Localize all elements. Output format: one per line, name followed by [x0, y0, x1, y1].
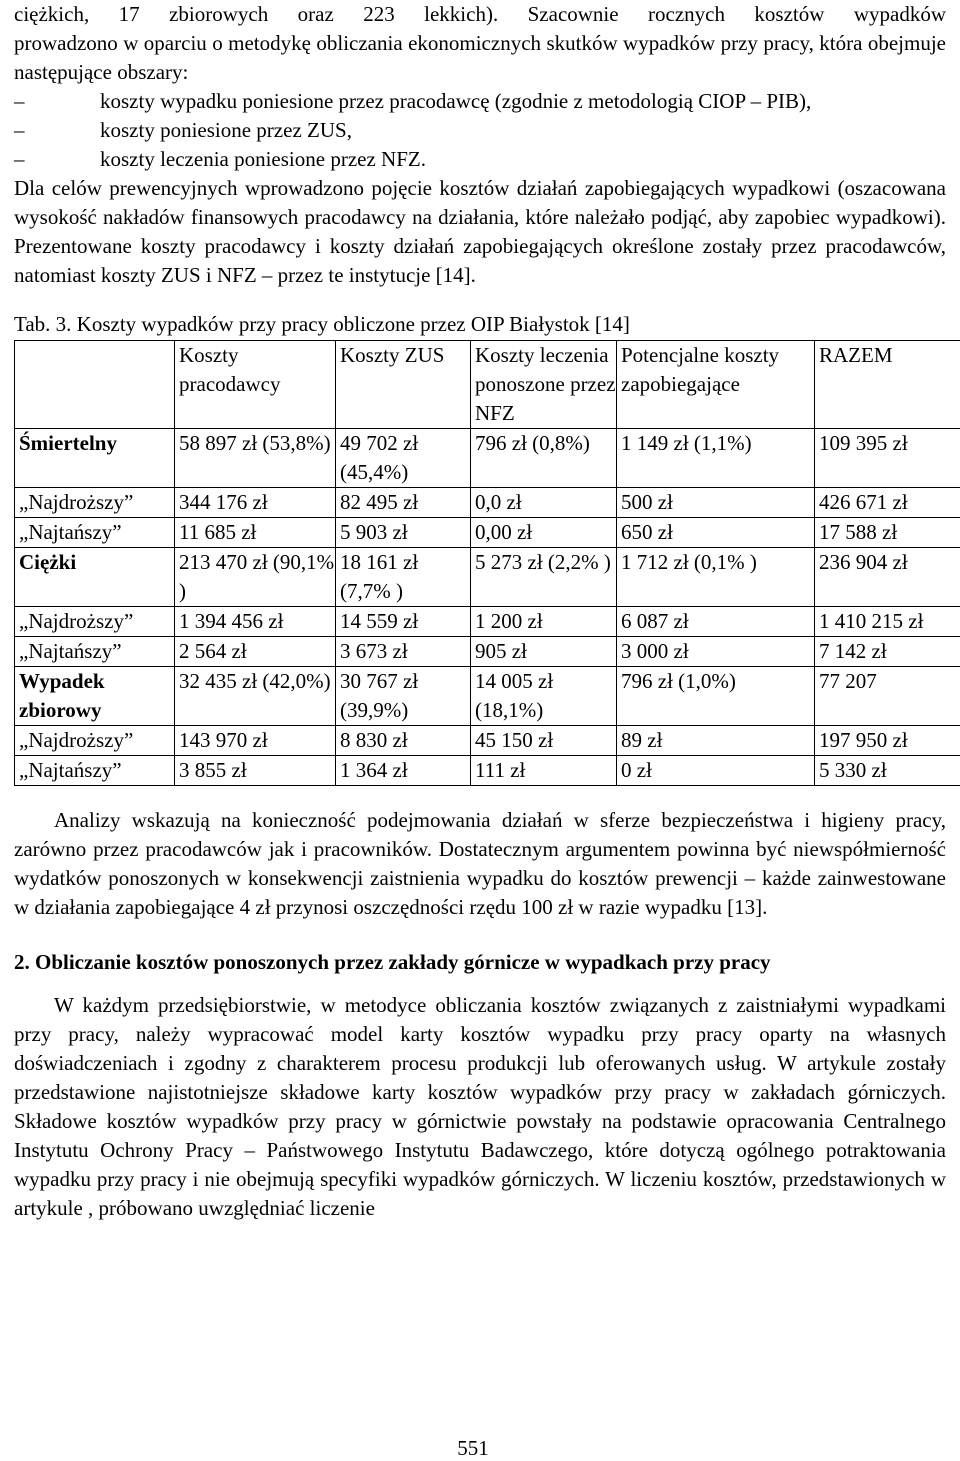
- header-cell: Koszty leczenia ponoszone przez NFZ: [471, 341, 617, 429]
- table-cell: 5 903 zł: [336, 518, 471, 548]
- table-row: [15, 607, 960, 637]
- table-cell: 0 zł: [617, 756, 815, 786]
- header-cell: [15, 341, 175, 429]
- table-cell: 14 005 zł (18,1%): [471, 667, 617, 726]
- row-label-cell: Śmiertelny: [15, 429, 175, 488]
- row-label-cell: „Najtańszy”: [15, 637, 175, 667]
- table-cell: 236 904 zł: [815, 548, 960, 607]
- table-cell: 1 149 zł (1,1%): [617, 429, 815, 488]
- table-cell: 5 273 zł (2,2% ): [471, 548, 617, 607]
- table-cell: 197 950 zł: [815, 726, 960, 756]
- table-cell: 905 zł: [471, 637, 617, 667]
- bullet-item: [14, 145, 946, 174]
- table-row: [15, 548, 960, 607]
- header-cell: RAZEM: [815, 341, 960, 429]
- dash-marker: –: [14, 87, 100, 116]
- dash-marker: –: [14, 116, 100, 145]
- table-cell: 650 zł: [617, 518, 815, 548]
- row-label-cell: Ciężki: [15, 548, 175, 607]
- table-row: [15, 429, 960, 488]
- table-cell: 82 495 zł: [336, 488, 471, 518]
- row-label-cell: „Najdroższy”: [15, 726, 175, 756]
- table-cell: 1 410 215 zł: [815, 607, 960, 637]
- table-cell: 1 364 zł: [336, 756, 471, 786]
- table-row: [15, 667, 960, 726]
- table-cell: 0,0 zł: [471, 488, 617, 518]
- table-cell: 3 000 zł: [617, 637, 815, 667]
- table-cell: 30 767 zł (39,9%): [336, 667, 471, 726]
- table-cell: 1 394 456 zł: [175, 607, 336, 637]
- table-cell: 3 673 zł: [336, 637, 471, 667]
- table-cell: 344 176 zł: [175, 488, 336, 518]
- bullet-text: koszty wypadku poniesione przez pracodawcę (zgodnie z metodologią CIOP – PIB),: [100, 87, 946, 116]
- row-label-cell: „Najdroższy”: [15, 607, 175, 637]
- bullet-item: [14, 116, 946, 145]
- table-row: [15, 756, 960, 786]
- table-row: [15, 518, 960, 548]
- table-cell: 1 712 zł (0,1% ): [617, 548, 815, 607]
- table-cell: 213 470 zł (90,1% ): [175, 548, 336, 607]
- table-cell: 49 702 zł (45,4%): [336, 429, 471, 488]
- table-cell: 796 zł (0,8%): [471, 429, 617, 488]
- header-cell: Koszty pracodawcy: [175, 341, 336, 429]
- table-cell: 1 200 zł: [471, 607, 617, 637]
- row-label-cell: „Najtańszy”: [15, 518, 175, 548]
- section-paragraph: W każdym przedsiębiorstwie, w metodyce obliczania kosztów związanych z zaistniałymi wypadkami przy pracy, należy wypracować model karty kosztów wypadku przy pracy oparty na własnych doświadczeniach i zgodny z charakterem procesu produkcji lub oferowanych usług. W artykule zostały przedstawione najistotniejsze składowe karty kosztów wypadków przy pracy w zakładach górniczych. Składowe kosztów wypadków przy pracy w górnictwie powstały na podstawie opracowania Centralnego Instytutu Ochrony Pracy – Państwowego Instytutu Badawczego, które dotyczą ogólnego potraktowania wypadku przy pracy i nie obejmują specyfiki wypadków górniczych. W liczeniu kosztów, przedstawionych w artykule , próbowano uwzględniać liczenie: [14, 991, 946, 1223]
- table-caption: Tab. 3. Koszty wypadków przy pracy obliczone przez OIP Białystok [14]: [14, 310, 946, 339]
- table-cell: 796 zł (1,0%): [617, 667, 815, 726]
- table-cell: 0,00 zł: [471, 518, 617, 548]
- table-header-row: [15, 341, 960, 429]
- analysis-paragraph: Analizy wskazują na konieczność podejmowania działań w sferze bezpieczeństwa i higieny pracy, zarówno przez pracodawców jak i pracowników. Dostatecznym argumentem powinna być niewspółmierność wydatków ponoszonych w konsekwencji zaistnienia wypadku do kosztów prewencji – każde zainwestowane w działania zapobiegające 4 zł przynosi oszczędności rzędu 100 zł w razie wypadku [13].: [14, 806, 946, 922]
- table-cell: 18 161 zł (7,7% ): [336, 548, 471, 607]
- table-row: [15, 726, 960, 756]
- table-row: [15, 488, 960, 518]
- table-cell: 58 897 zł (53,8%): [175, 429, 336, 488]
- table-cell: 32 435 zł (42,0%): [175, 667, 336, 726]
- row-label-cell: „Najdroższy”: [15, 488, 175, 518]
- table-cell: 14 559 zł: [336, 607, 471, 637]
- table-cell: 7 142 zł: [815, 637, 960, 667]
- table-cell: 111 zł: [471, 756, 617, 786]
- bullet-item: [14, 87, 946, 116]
- costs-table: [14, 340, 960, 786]
- table-cell: 89 zł: [617, 726, 815, 756]
- bullet-text: koszty leczenia poniesione przez NFZ.: [100, 145, 946, 174]
- page-number: 551: [0, 1436, 946, 1461]
- table-cell: 77 207: [815, 667, 960, 726]
- table-cell: 11 685 zł: [175, 518, 336, 548]
- table-cell: 500 zł: [617, 488, 815, 518]
- row-label-cell: Wypadek zbiorowy: [15, 667, 175, 726]
- header-cell: Potencjalne koszty zapobiegające: [617, 341, 815, 429]
- table-body: [15, 429, 960, 786]
- row-label-cell: „Najtańszy”: [15, 756, 175, 786]
- document-page: [14, 0, 946, 1223]
- dash-marker: –: [14, 145, 100, 174]
- section-heading: 2. Obliczanie kosztów ponoszonych przez zakłady górnicze w wypadkach przy pracy: [14, 948, 946, 977]
- table-cell: 17 588 zł: [815, 518, 960, 548]
- bullet-text: koszty poniesione przez ZUS,: [100, 116, 946, 145]
- table-cell: 5 330 zł: [815, 756, 960, 786]
- table-cell: 8 830 zł: [336, 726, 471, 756]
- table-cell: 2 564 zł: [175, 637, 336, 667]
- table-cell: 3 855 zł: [175, 756, 336, 786]
- prevention-paragraph: Dla celów prewencyjnych wprowadzono pojęcie kosztów działań zapobiegających wypadkowi (oszacowana wysokość nakładów finansowych pracodawcy na działania, które należało podjąć, aby zapobiec wypadkowi). Prezentowane koszty pracodawcy i koszty działań zapobiegających określone zostały przez pracodawców, natomiast koszty ZUS i NFZ – przez te instytucje [14].: [14, 174, 946, 290]
- table-row: [15, 637, 960, 667]
- table-cell: 143 970 zł: [175, 726, 336, 756]
- intro-line-1: ciężkich, 17 zbiorowych oraz 223 lekkich). Szacownie rocznych kosztów wypadków: [14, 0, 946, 29]
- table-cell: 45 150 zł: [471, 726, 617, 756]
- table-cell: 6 087 zł: [617, 607, 815, 637]
- table-cell: 426 671 zł: [815, 488, 960, 518]
- header-cell: Koszty ZUS: [336, 341, 471, 429]
- intro-paragraph: prowadzono w oparciu o metodykę obliczania ekonomicznych skutków wypadków przy pracy, która obejmuje następujące obszary:: [14, 29, 946, 87]
- table-cell: 109 395 zł: [815, 429, 960, 488]
